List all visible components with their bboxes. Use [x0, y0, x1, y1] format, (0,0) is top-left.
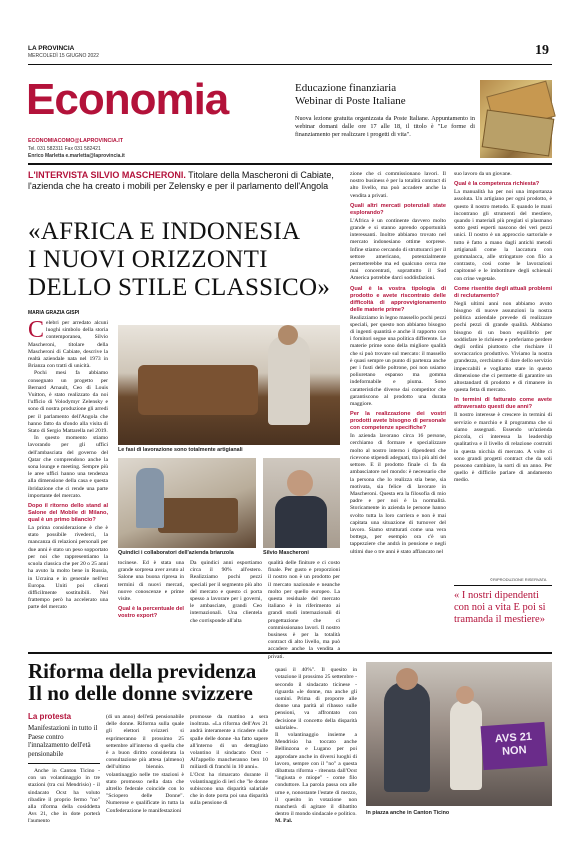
masthead-rule — [28, 64, 552, 65]
interview-paragraph: Realizziamo in legno massello pochi pezzi speciali, per questo non abbiamo bisogno di ingenti quantità e anche il rapporto con i fornitori segue una politica differente. Le materie prime sono della migliore qualità che si può trovare sul mercato: il massello è quasi sempre un punto di partenza anche per i fusti delle poltrone, poi non usiamo poliuretano espanso ma gomma indeformabile e piuma. Sono caratteristiche diverse dai competitor che garantiscono al prodotto una durata maggiore. — [350, 314, 446, 408]
interview-question: Qual è la competenza richiesta? — [454, 181, 540, 188]
interview-col-3 — [190, 560, 262, 625]
copyright-note: ©RIPRODUZIONE RISERVATA — [490, 577, 547, 582]
interview-question: Qual è la vostra tipologia di prodotto e avete riscontrato delle difficoltà di approvvigionamento delle materie prime? — [350, 285, 446, 313]
interview-paragraph: L'Africa è un continente davvero molto grande e si stanno aprendo opportunità interessanti. Inoltre abbiamo trovato nel mercato indonesiano ottime sorprese. Infine stiamo cercando di strutturarci per il settore americano, potenzialmente permetterebbe ma ed qualcuno cerca me mai concentrati, soprattutto il Sud America potrebbe darci soddisfazioni. — [350, 217, 446, 282]
article-separator — [28, 652, 552, 654]
interview-paragraph: Da quindici anni esportiamo circa il 90% all'estero. Realizziamo pochi pezzi speciali per il segmento più alto del mercato e questo ci porta spesso a lavorare per i governi, le ambasciate, grandi Ceo internazionali. Una clientela che corrisponde all'alta — [190, 560, 262, 624]
craftsman-caption: Quindici i collaboratori dell'azienda brianzola — [118, 550, 234, 556]
pension-paragraph: Anche in Canton Ticino - con un volantinaggio in tre stazioni (tra cui Mendrisio) - il sindacato Ocst ha voluto ribadire il proprio fermo "no" alla riforma della cosiddetta Avs 21, che in dote porterà l'aumento — [28, 768, 100, 825]
pension-signature: M. Pal. — [275, 818, 293, 825]
interview-col-1 — [28, 317, 108, 612]
portrait-photo — [263, 458, 340, 548]
pension-col-3 — [190, 714, 268, 824]
interview-question: Per la realizzazione dei vostri prodotti avete bisogno di personale con competenze specifiche? — [350, 411, 446, 432]
interview-paragraph: Il nostro interesse è crescere in termini di servizio e marchio e il programma che si siamo assegnati. Essendo un'azienda piccola, ci interessa la leadership qualitativa e il livello di relazione costruiti in questa nicchia di mercato. A volte ci sono grandi progetti contract che da soli possono cambiare, la sorti di un anno. Per quello è difficile parlare di andamento medio. — [454, 412, 552, 484]
pension-kicker: La protesta — [28, 712, 72, 721]
interview-kicker — [28, 170, 340, 192]
pull-quote: « I nostri dipendenti con noi a vita E poi si tramanda il mestiere» — [454, 590, 546, 625]
portrait-caption: Silvio Mascheroni — [263, 550, 309, 556]
pension-col-4 — [275, 660, 357, 825]
interview-headline: «AFRICA E INDONESIA I NUOVI ORIZZONTI DELLO STILE CLASSICO» — [28, 218, 331, 301]
interview-paragraph: Pochi mesi fa abbiamo consegnato un progetto per Bernard Arnault, Ceo di Louis Vuitton, è stato realizzato da noi l'ufficio di Volodymyr Zelensky e sono di nostra produzione gli arredi per il parlamento dell'Angola che hanno fatto da sfondo alla visita di Stato di Sergio Mattarella nel 2019. — [28, 370, 108, 435]
interview-paragraph: Negli ultimi anni non abbiamo avuto bisogno di nuove assunzioni la nostra politica aziendale prevede di realizzare pochi pezzi di grande qualità. Abbiamo bisogno di un buon equilibrio per soddisfare le richieste e preferiamo perdere degli ordini piuttosto che rischiare il sovraccarico produttivo. Viviamo la nostra grandezza, cerchiamo di dare dello servizio impeccabili e vogliamo stare in questo dimensione che ci permette di garantire un altostandard di prodotto e di rimanere in questa fetta di mercato. — [454, 300, 552, 394]
protest-photo — [366, 662, 552, 806]
pension-summary: Manifestazioni in tutto il Paese contro l'innalzamento dell'età pensionabile — [28, 724, 98, 758]
drop-cap: C — [28, 317, 45, 343]
interview-paragraph: zione che ci commissionano lavori. Il nostro business è per la totalità contract di alto livello, ma può accadere anche la vendita a privati. — [350, 171, 446, 199]
drop-cap-paragraph — [28, 317, 108, 370]
interview-col-4 — [268, 560, 340, 660]
promo-title: Educazione finanziaria Webinar di Poste Italiane — [295, 82, 406, 107]
pension-paragraph: (di un anno) dell'età pensionabile delle donne. Riforma sulla quale gli elettori svizzeri si esprimeranno il prossimo 25 settembre all'interno di quella che è a buon diritto considerata la consultazione più attesa (almeno) dell'ultimo biennio. Il volantinaggio nelle tre stazioni è stato promosso nella data che altrello federale coincide con lo "Sciopero delle Donne". Numerose e qualificate in tutta la Confederazione le manifestazioni — [106, 714, 184, 814]
promo-text: Nuova lezione gratuita organizzata da Poste Italiane. Appuntamento in webinar domani dalle ore 17 alle 18, il titolo è "Le forme di finanziamento per realizzare i progetti di vita". — [295, 115, 475, 138]
interview-paragraph: In azienda lavorano circa 16 persone, cerchiamo di formare e specializzare molto al nostro interno i dipendenti che ricevono stipendi adeguati, tra i più alti del settore. E il prodotto finale ci fa da ambasciatore nel mondo: è necessario che la persona che lo realizza stia bene, sia motivata, sia felice di lavorare in Mascheroni. Questa era la filosofia di mio padre e per noi è la normalità. Storicamente in azienda le persone hanno svolto tutta la loro carriera e non è mai capitata una situazione di turnover del lavoro. Siamo strutturati come una vera bottega, per esempio ora c'è un tappezziere che andrà in pensione e negli ultimi due o tre anni è stato affiancato nel — [350, 433, 446, 555]
interview-paragraph: La manualità ha per noi una importanza assoluta. Un artigiano per ogni prodotto, è questo il nostro metodo. E quando le mani incontrano gli strumenti del mestiere, quando i materiali più pregiati si plasmano sotto gesti esperti nascono dei veri pezzi unici. Il nostro è un approccio sartoriale e tutto è fatto a mano dagli antichi metodi artigianali come la laccatura con gommalacca, alle stringature con filo a contrasto, così come le lavorazioni capitonné e le imbottiture degli schienali con crine vegetale. — [454, 189, 552, 282]
quote-rule — [454, 585, 552, 586]
interview-paragraph: elebri per arredato alcuni luoghi simbolo della storia contemporanea, Silvio Mascheroni, titolare della Mascheroni di Cabiate, descrive la realtà aziendale nata nel 1973 in Brianza con tratti di unicità. — [28, 320, 108, 370]
craftsman-photo — [118, 458, 256, 548]
pension-paragraph — [275, 660, 357, 826]
interview-col-2 — [118, 560, 184, 621]
interview-col-5 — [350, 171, 446, 631]
interview-paragraph: tocinese. Ed è stata una grande sorpresa aver avuto al Salone una buona ripresa in termini di nuovi mercati, nuove conoscenze e prime visite. — [118, 560, 184, 603]
interview-paragraph: suo lavoro da un giovane. — [454, 171, 512, 177]
protest-sign-text: AVS 21 NON — [494, 730, 533, 758]
pension-headline: Riforma della previdenza Il no delle donne svizzere — [28, 659, 257, 705]
pension-col-1 — [28, 768, 100, 826]
main-photo-caption: Le fasi di lavorazione sono totalmente artigianali — [118, 447, 243, 453]
pension-summary-rule — [28, 763, 100, 764]
pension-col-2 — [106, 714, 184, 824]
interview-question: In termini di fatturato come avete attraversato questi due anni? — [454, 397, 552, 411]
interview-kicker-label: L'INTERVISTA SILVIO MASCHERONI. — [28, 170, 186, 180]
interview-question: Qual è la percentuale del vostro export? — [118, 606, 184, 620]
protest-caption: In piazza anche in Canton Ticino — [366, 810, 450, 816]
interview-paragraph: La prima considerazione è che è stato possibile rivederci, la mancanza di relazioni personali per due anni è stato un peso sopportato per noi che rappresentiamo la scuola classica che per 20 o 25 anni ha avuto la molto bene in Russia, in Ucraina e in generale nell'est Europa. Uniti poi clienti difficilmente sostituibili. Nel frattempo però ha accelerato una parte del mercato — [28, 525, 108, 611]
interview-subhead: Titolare della Mascheroni di Cabiate, l'azienda che ha creato i mobili per Zelensky e per il parlamento dell'Angola — [28, 170, 334, 191]
workshop-main-photo — [118, 325, 340, 445]
interview-question: Come risentite degli attuali problemi di reclutamento? — [454, 285, 552, 299]
paper-name: LA PROVINCIA — [28, 45, 75, 52]
byline: MARIA GRAZIA GISPI — [28, 310, 80, 316]
interview-paragraph: In questo momento stiamo lavorando per gli uffici dell'ambasciata del governo del Qatar che comprendono anche la sona lounge e meeting. Sempre più le aree uffici hanno una tendenza alla dimensione della casa e questa ibridazione che ci rende una parte importante del mercato. — [28, 435, 108, 499]
issue-date: MERCOLEDÌ 15 GIUGNO 2022 — [28, 53, 99, 59]
interview-paragraph: qualità delle finiture e ci costo finale. Per gusto e proporzioni il nostro non è un prodotto per il mercato nazionale e neanche molto per quello europeo. La questa residuale del mercato italiano è in riferimento ai grandi studi internazionali di progettazione che ci commissionano lavori. Il nostro business è per la totalità contract di alto livello, ma può accadere anche la vendita a privati. — [268, 560, 340, 660]
pension-paragraph-text: quasi il 40%". Il quesito in votazione il prossimo 25 settembre - secondo il sindacato ticinese - riguarda «le donne, ma anche gli uomini. Prima di proporre alle donne una parità al ribasso sulle pensioni, va affrontato con decisione il concetto della disparità salariale». Il volantinaggio insieme a Mendrisio ha toccato anche Bellinzona e Lugano per poi approdare anche in diversi luoghi di lavoro, sempre con il "no" a questa dibattuta riforma - ritenuta dall'Ocst "ingiusta e miope" - come filo conduttore. La parola passa ora alle urne e, nonostante l'estate di mezzo, il quesito in votazione non mancherà di agitare il dibattito dentro il mondo sindacale e politico. — [275, 667, 357, 818]
interview-col-6 — [454, 171, 552, 575]
section-title: Economia — [26, 75, 229, 124]
euro-banknotes-photo — [480, 80, 552, 158]
section-rule — [28, 163, 552, 165]
protest-sign — [481, 722, 548, 770]
section-contacts: Tel. 031 582311 Fax 031 582421 — [28, 146, 101, 152]
interview-question: Quali altri mercati potenziali state esplorando? — [350, 202, 446, 216]
page-number: 19 — [535, 43, 549, 58]
interview-question: Dopo il ritorno dello stand al Salone del Mobile di Milano, qual è un primo bilancio? — [28, 503, 108, 524]
pension-paragraph: promosse da mattino a sera inoltrata. «La riforma dell'Avs 21 andrà interamente a ricadere sulle spalle delle donne -ha fatto sapere all'interno di un dettagliato volantino il sindacato Ocst - All'appello mancheranno ben 10 miliardi di franchi in 10 anni». L'Ocst ha rimarcato durante il volantinaggio di ieri che "le donne subiscono una disparità salariale che in dote porta poi una disparità sulla pensione di — [190, 714, 268, 807]
section-editor: Enrico Marletta e.marletta@laprovincia.it — [28, 153, 125, 159]
section-email[interactable]: ECONOMIACOMO@LAPROVINCIA.IT — [28, 138, 124, 144]
